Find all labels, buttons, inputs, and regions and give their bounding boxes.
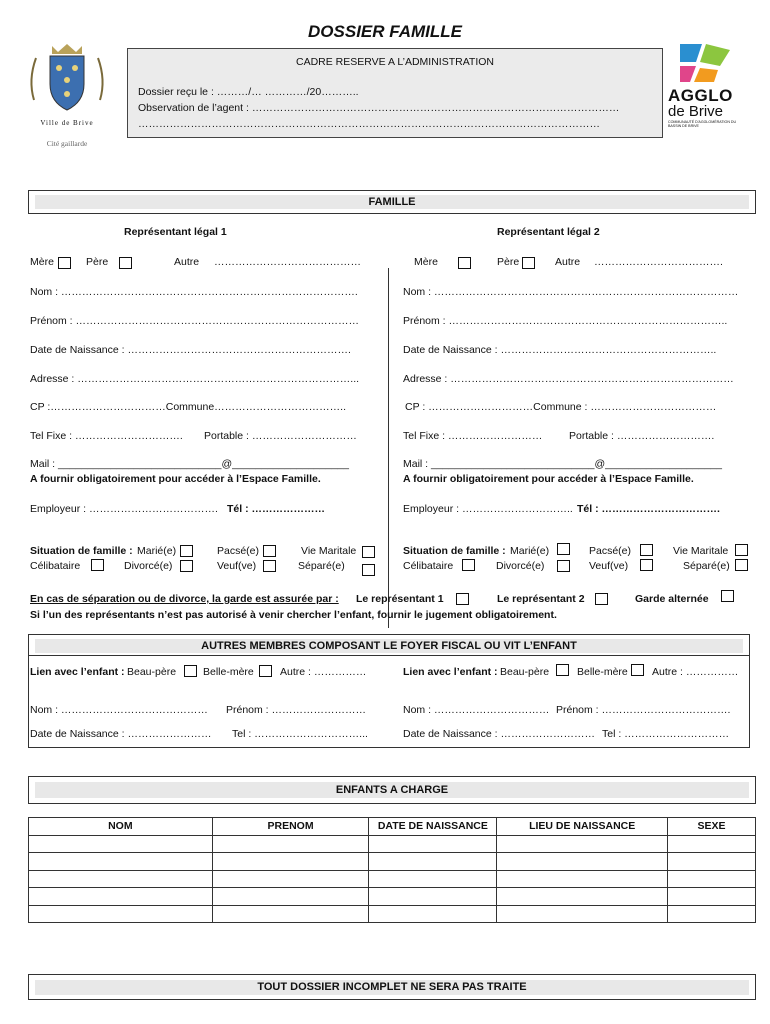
autres2-dob-field[interactable]: Date de Naissance : ………………………: [403, 728, 595, 740]
autres1-lien-label: Lien avec l’enfant :: [30, 666, 125, 678]
rep2-marie-label: Marié(e): [510, 545, 550, 557]
rep2-viemaritale-label: Vie Maritale: [673, 545, 729, 557]
rep1-title: Représentant légal 1: [124, 226, 227, 238]
table-row: [29, 888, 756, 906]
agglo-tagline: COMMUNAUTÉ D'AGGLOMÉRATION DU BASSIN DE BRIVE: [668, 120, 737, 128]
rep1-dob-field[interactable]: Date de Naissance : ……………………………………………………….: [30, 344, 351, 356]
garde-question: En cas de séparation ou de divorce, la garde est assurée par :: [30, 593, 339, 605]
rep2-dob-field[interactable]: Date de Naissance : ……………………………………………………..: [403, 344, 717, 356]
rep1-pacse-checkbox[interactable]: [263, 545, 276, 557]
table-row: [29, 853, 756, 871]
autres1-dob-field[interactable]: Date de Naissance : ……………………: [30, 728, 212, 740]
rep1-adresse-field[interactable]: Adresse : ……………………………………………………………………...: [30, 373, 360, 385]
rep1-pere-label: Père: [86, 256, 109, 268]
rep1-veuf-label: Veuf(ve): [217, 560, 257, 572]
rep2-pacse-checkbox[interactable]: [640, 544, 653, 556]
rep2-title: Représentant légal 2: [497, 226, 600, 238]
rep1-nom-field[interactable]: Nom : ………………………………………………………………………….: [30, 286, 358, 298]
rep2-separe-checkbox[interactable]: [735, 559, 748, 571]
cell-date-naissance[interactable]: [369, 853, 497, 871]
rep1-celibataire-checkbox[interactable]: [91, 559, 104, 571]
dossier-received-field[interactable]: Dossier reçu le : ………/… …………/20………..: [138, 86, 359, 98]
garde-rep1-label: Le représentant 1: [356, 593, 444, 605]
rep1-divorce-label: Divorcé(e): [124, 560, 173, 572]
rep1-mail-field[interactable]: Mail : ____________________________@____________________: [30, 458, 349, 470]
rep2-celibataire-checkbox[interactable]: [462, 559, 475, 571]
footer-notice: TOUT DOSSIER INCOMPLET NE SERA PAS TRAITE: [35, 980, 749, 995]
col-lieu-naissance: LIEU DE NAISSANCE: [497, 818, 668, 836]
rep2-employeur-tel-field[interactable]: Tél : …………………………….: [577, 503, 720, 515]
famille-heading: FAMILLE: [35, 195, 749, 209]
cell-sexe[interactable]: [668, 853, 756, 871]
rep2-situation-label: Situation de famille :: [403, 545, 506, 557]
autres1-tel-field[interactable]: Tel : …………………………...: [232, 728, 368, 740]
cell-prenom[interactable]: [212, 888, 369, 906]
rep2-cp-commune-field[interactable]: CP : …………………………Commune : ………………………………: [405, 401, 717, 413]
rep1-mere-label: Mère: [30, 256, 54, 268]
rep2-pacse-label: Pacsé(e): [589, 545, 632, 557]
autres-heading-rule: [28, 655, 750, 656]
rep2-mail-note: A fournir obligatoirement pour accéder à l’Espace Famille.: [403, 473, 694, 485]
autres2-lien-label: Lien avec l’enfant :: [403, 666, 498, 678]
rep2-autre-field[interactable]: ……………………………….: [594, 256, 723, 268]
agent-observation-field[interactable]: Observation de l’agent : ……………………………………………………………………………………………: [138, 102, 620, 114]
autres2-beaupere-checkbox[interactable]: [556, 664, 569, 676]
rep2-celibataire-label: Célibataire: [403, 560, 454, 572]
enfants-section-header: [28, 776, 756, 804]
famille-section-header: [28, 190, 756, 214]
footer-box: [28, 974, 756, 1000]
rep2-telfixe-field[interactable]: Tel Fixe : ………………………: [403, 430, 543, 442]
cell-nom[interactable]: [29, 835, 213, 853]
column-divider: [388, 268, 389, 628]
cell-prenom[interactable]: [212, 870, 369, 888]
cell-sexe[interactable]: [668, 888, 756, 906]
rep1-mere-checkbox[interactable]: [58, 257, 71, 269]
rep1-cp-commune-field[interactable]: CP :……………………………Commune………………………………..: [30, 401, 346, 413]
rep2-marie-checkbox[interactable]: [557, 543, 570, 555]
rep2-mere-checkbox[interactable]: [458, 257, 471, 269]
cell-sexe[interactable]: [668, 835, 756, 853]
rep1-celibataire-label: Célibataire: [30, 560, 81, 572]
rep2-mere-label: Mère: [414, 256, 438, 268]
rep2-divorce-label: Divorcé(e): [496, 560, 545, 572]
cell-lieu-naissance[interactable]: [497, 905, 668, 923]
cell-lieu-naissance[interactable]: [497, 888, 668, 906]
col-prenom: PRENOM: [212, 818, 369, 836]
autres1-autre-field[interactable]: Autre : ……………: [280, 666, 367, 678]
rep2-employeur-field[interactable]: Employeur : …………………………..: [403, 503, 573, 515]
rep2-divorce-checkbox[interactable]: [557, 560, 570, 572]
cell-date-naissance[interactable]: [369, 835, 497, 853]
rep1-prenom-field[interactable]: Prénom : ………………………………………………………………………: [30, 315, 360, 327]
agglo-name: AGGLO: [668, 86, 733, 105]
garde-alternee-checkbox[interactable]: [721, 590, 734, 602]
col-date-naissance: DATE DE NAISSANCE: [369, 818, 497, 836]
autres-heading: AUTRES MEMBRES COMPOSANT LE FOYER FISCAL OU VIT L’ENFANT: [35, 639, 743, 653]
rep1-veuf-checkbox[interactable]: [263, 560, 276, 572]
garde-rep2-label: Le représentant 2: [497, 593, 585, 605]
rep2-pere-label: Père: [497, 256, 520, 268]
cell-nom[interactable]: [29, 853, 213, 871]
rep2-autre-label: Autre: [555, 256, 581, 268]
agent-observation-continued[interactable]: ……………………………………………………………………………………………………………………: [138, 118, 600, 130]
cell-nom[interactable]: [29, 905, 213, 923]
rep2-veuf-checkbox[interactable]: [640, 559, 653, 571]
garde-rep2-checkbox[interactable]: [595, 593, 608, 605]
cell-prenom[interactable]: [212, 853, 369, 871]
cell-sexe[interactable]: [668, 905, 756, 923]
cell-date-naissance[interactable]: [369, 870, 497, 888]
rep1-separe-label: Séparé(e): [298, 560, 345, 572]
autres1-bellemere-checkbox[interactable]: [259, 665, 272, 677]
rep2-viemaritale-checkbox[interactable]: [735, 544, 748, 556]
autres1-beaupere-checkbox[interactable]: [184, 665, 197, 677]
cell-sexe[interactable]: [668, 870, 756, 888]
col-sexe: SEXE: [668, 818, 756, 836]
enfants-table-header: [29, 818, 756, 836]
autres1-nom-field[interactable]: Nom : ……………………………………: [30, 704, 208, 716]
rep1-divorce-checkbox[interactable]: [180, 560, 193, 572]
rep1-situation-label: Situation de famille :: [30, 545, 133, 557]
agglo-de-brive-logo: [668, 42, 744, 138]
col-nom: NOM: [29, 818, 213, 836]
rep2-prenom-field[interactable]: Prénom : ……………………………………………………………………..: [403, 315, 728, 327]
coat-of-arms-icon: [24, 40, 110, 118]
cell-date-naissance[interactable]: [369, 905, 497, 923]
cell-lieu-naissance[interactable]: [497, 870, 668, 888]
rep1-pacse-label: Pacsé(e): [217, 545, 260, 557]
cell-lieu-naissance[interactable]: [497, 835, 668, 853]
autres2-prenom-field[interactable]: Prénom : ……………………………….: [556, 704, 731, 716]
page-title: DOSSIER FAMILLE: [308, 22, 462, 41]
rep2-nom-field[interactable]: Nom : ……………………………………………………………………………: [403, 286, 739, 298]
admin-heading: CADRE RESERVE A L’ADMINISTRATION: [296, 56, 494, 68]
autres2-autre-field[interactable]: Autre : ……………: [652, 666, 739, 678]
rep1-marie-label: Marié(e): [137, 545, 177, 557]
autres2-bellemere-label: Belle-mère: [577, 666, 628, 678]
rep1-autre-label: Autre: [174, 256, 200, 268]
rep1-viemaritale-checkbox[interactable]: [362, 546, 375, 558]
rep2-adresse-field[interactable]: Adresse : ………………………………………………………………………: [403, 373, 734, 385]
admin-reserved-box: [127, 48, 663, 138]
ville-de-brive-logo: [24, 40, 110, 148]
rep1-telfixe-field[interactable]: Tel Fixe : ………………………….: [30, 430, 183, 442]
rep1-separe-checkbox[interactable]: [362, 564, 375, 576]
autres2-nom-field[interactable]: Nom : ……………………………: [403, 704, 550, 716]
table-row: [29, 870, 756, 888]
enfants-table: [28, 817, 756, 923]
rep1-employeur-tel-field[interactable]: Tél : …………………: [227, 503, 326, 515]
rep1-mail-note: A fournir obligatoirement pour accéder à l’Espace Famille.: [30, 473, 321, 485]
autres2-bellemere-checkbox[interactable]: [631, 664, 644, 676]
agglo-subname: de Brive: [668, 103, 724, 120]
agglo-shapes-icon: [676, 42, 736, 84]
cell-prenom[interactable]: [212, 905, 369, 923]
autres1-prenom-field[interactable]: Prénom : ………………………: [226, 704, 367, 716]
jugement-note: Si l’un des représentants n’est pas autorisé à venir chercher l’enfant, fournir le jugement obligatoirement.: [30, 609, 557, 621]
ville-motto: Cité gaillarde: [46, 139, 88, 148]
rep2-pere-checkbox[interactable]: [522, 257, 535, 269]
rep1-employeur-field[interactable]: Employeur : ……………………………….: [30, 503, 218, 515]
rep2-portable-field[interactable]: Portable : ……………………….: [569, 430, 715, 442]
rep1-portable-field[interactable]: Portable : …………………………: [204, 430, 357, 442]
garde-alternee-label: Garde alternée: [635, 593, 709, 605]
garde-rep1-checkbox[interactable]: [456, 593, 469, 605]
table-row: [29, 905, 756, 923]
rep1-autre-field[interactable]: ……………………………………: [214, 256, 361, 268]
table-row: [29, 835, 756, 853]
rep1-viemaritale-label: Vie Maritale: [301, 545, 357, 557]
rep2-separe-label: Séparé(e): [683, 560, 730, 572]
cell-nom[interactable]: [29, 888, 213, 906]
autres1-beaupere-label: Beau-père: [127, 666, 177, 678]
cell-date-naissance[interactable]: [369, 888, 497, 906]
rep1-pere-checkbox[interactable]: [119, 257, 132, 269]
autres2-tel-field[interactable]: Tel : …………………………: [602, 728, 730, 740]
rep2-mail-field[interactable]: Mail : ____________________________@____________________: [403, 458, 722, 470]
rep1-marie-checkbox[interactable]: [180, 545, 193, 557]
enfants-heading: ENFANTS A CHARGE: [35, 782, 749, 798]
cell-prenom[interactable]: [212, 835, 369, 853]
cell-nom[interactable]: [29, 870, 213, 888]
rep2-veuf-label: Veuf(ve): [589, 560, 629, 572]
autres1-bellemere-label: Belle-mère: [203, 666, 254, 678]
autres2-beaupere-label: Beau-père: [500, 666, 550, 678]
cell-lieu-naissance[interactable]: [497, 853, 668, 871]
ville-name: Ville de Brive: [40, 119, 94, 127]
